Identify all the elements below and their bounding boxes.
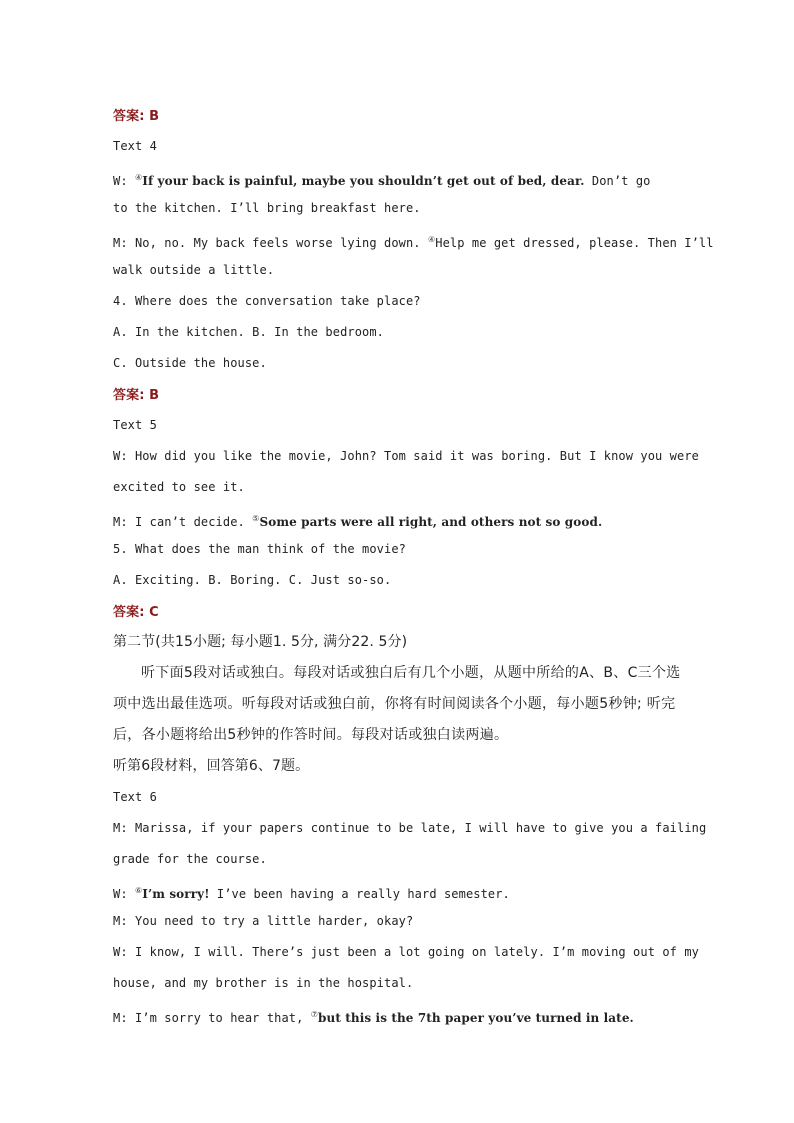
section2-sub: 听第6段材料，回答第6、7题。 [113, 758, 310, 774]
circled-number-4: ④ [427, 235, 436, 244]
text6-m2: M: You need to try a little harder, okay? [113, 914, 414, 928]
circled-number-5: ⑤ [252, 514, 260, 523]
text4-title: Text 4 [113, 139, 157, 153]
text5-m-line1: M: I can’t decide. ⑤Some parts were all right, and others not so good. [113, 514, 603, 529]
text6-title: Text 6 [113, 790, 157, 804]
answer-4: 答案: B [113, 388, 160, 403]
text6-m-line1: M: Marissa, if your papers continue to be late, I will have to give you a failing [113, 821, 707, 835]
text5-w-line1: W: How did you like the movie, John? Tom said it was boring. But I know you were [113, 449, 699, 463]
text4-w-line1: W: ④If your back is painful, maybe you shouldn’t get out of bed, dear. Don’t go [113, 173, 651, 188]
text6-m-line2: grade for the course. [113, 852, 267, 866]
question-4-options-ab: A. In the kitchen. B. In the bedroom. [113, 325, 385, 339]
circled-number-6: ⑥ [134, 886, 143, 895]
question-5-options: A. Exciting. B. Boring. C. Just so-so. [113, 573, 392, 587]
circled-number-4: ④ [134, 173, 143, 182]
section2-instruction: 听下面5段对话或独白。每段对话或独白后有几个小题，从题中所给的A、B、C三个选项中选出最佳选项。听每段对话或独白前，你将有时间阅读各个小题，每小题5秒钟; 听完后，各小题将给出5秒钟的作答时间。每段对话或独白读两遍。 [113, 665, 681, 743]
text6-m3-line1: M: I’m sorry to hear that, ⑦but this is the 7th paper you’ve turned in late. [113, 1010, 634, 1025]
document-page [113, 100, 714, 1030]
text6-w2-line2: house, and my brother is in the hospital. [113, 976, 414, 990]
text4-m-line1: M: No, no. My back feels worse lying down. ④Help me get dressed, please. Then I’ll [113, 235, 714, 250]
text5-title: Text 5 [113, 418, 157, 432]
question-4-option-c: C. Outside the house. [113, 356, 267, 370]
circled-number-7: ⑦ [310, 1010, 319, 1019]
text5-w-line2: excited to see it. [113, 480, 245, 494]
text6-w2-line1: W: I know, I will. There’s just been a lot going on lately. I’m moving out of my [113, 945, 699, 959]
question-5: 5. What does the man think of the movie? [113, 542, 406, 556]
answer-5: 答案: C [113, 605, 159, 620]
text4-m-line2: walk outside a little. [113, 263, 275, 277]
question-4: 4. Where does the conversation take place? [113, 294, 421, 308]
text4-w-line2: to the kitchen. I’ll bring breakfast here. [113, 201, 421, 215]
section2-heading: 第二节(共15小题; 每小题1. 5分, 满分22. 5分) [113, 634, 408, 650]
text6-w-line1: W: ⑥I’m sorry! I’ve been having a really hard semester. [113, 886, 510, 901]
answer-3: 答案: B [113, 109, 160, 124]
